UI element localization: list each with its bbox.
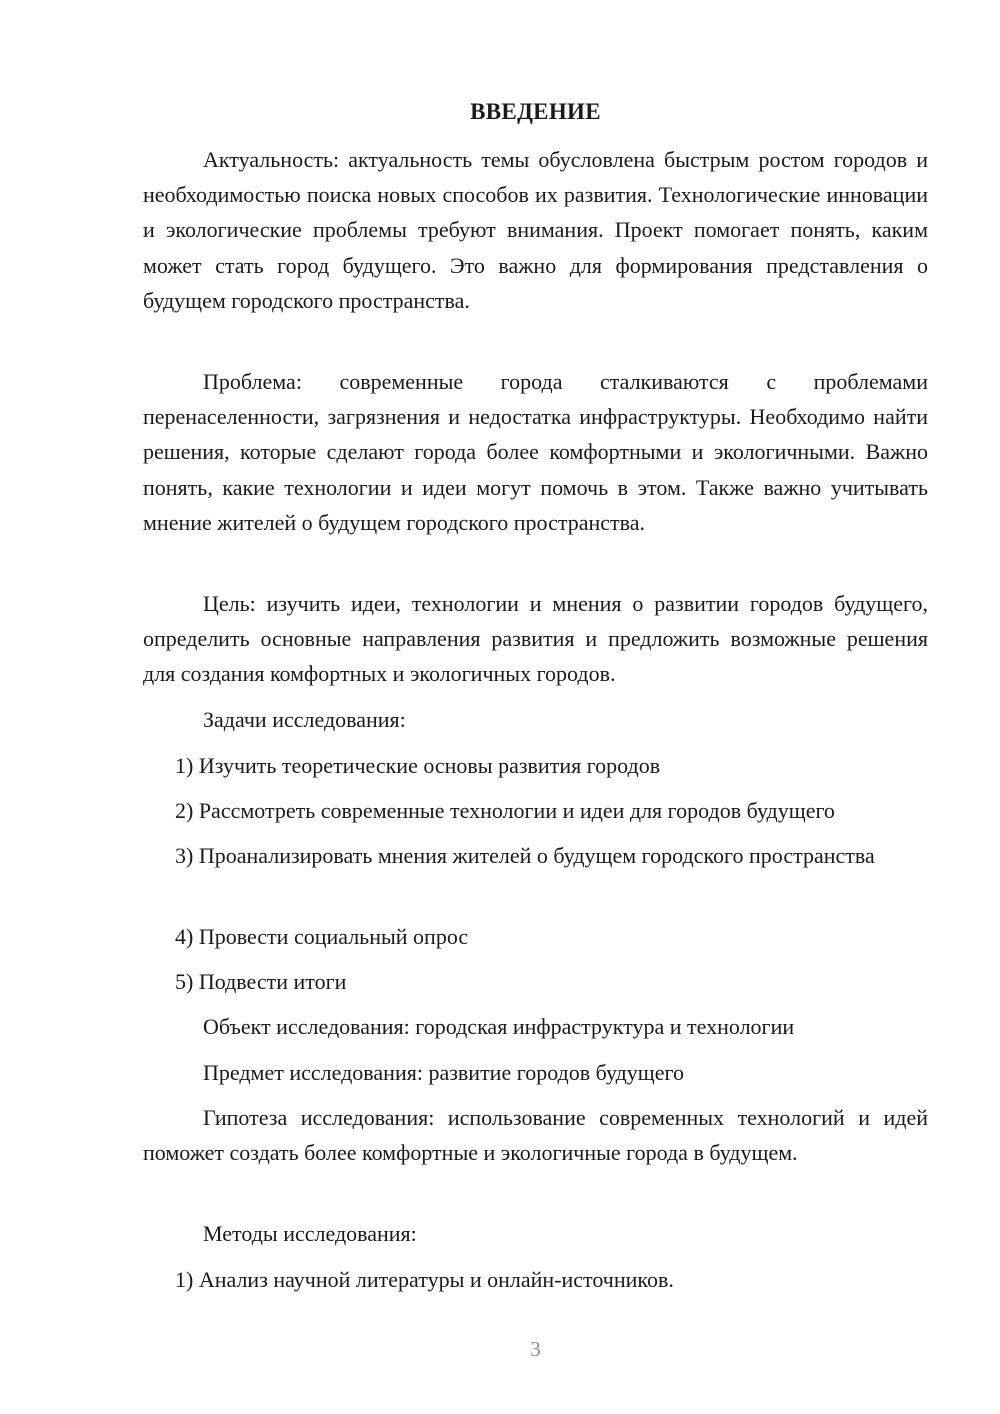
task-item: 5) Подвести итоги bbox=[175, 969, 347, 994]
research-subject: Предмет исследования: развитие городов будущего bbox=[203, 1060, 684, 1085]
research-hypothesis: Гипотеза исследования: использование современных технологий и идей поможет создать более комфортные и экологичные города в будущем. bbox=[143, 1105, 928, 1166]
task-item: 3) Проанализировать мнения жителей о будущем городского пространства bbox=[175, 843, 875, 868]
task-item: 4) Провести социальный опрос bbox=[175, 924, 469, 949]
method-item: 1) Анализ научной литературы и онлайн-источников. bbox=[175, 1267, 674, 1292]
document-page bbox=[143, 0, 928, 1414]
task-item: 2) Рассмотреть современные технологии и идеи для городов будущего bbox=[175, 798, 835, 823]
section-heading: ВВЕДЕНИЕ bbox=[470, 99, 601, 124]
paragraph-relevance: Актуальность: актуальность темы обусловлена быстрым ростом городов и необходимостью поиска новых способов их развития. Технологические инновации и экологические проблемы требуют внимания. Проект помогает понять, каким может стать город будущего. Это важно для формирования представления о будущем городского пространства. bbox=[143, 147, 928, 313]
page-number: 3 bbox=[530, 1337, 541, 1361]
research-object: Объект исследования: городская инфраструктура и технологии bbox=[203, 1014, 795, 1039]
task-item: 1) Изучить теоретические основы развития городов bbox=[175, 753, 661, 778]
paragraph-problem: Проблема: современные города сталкиваются с проблемами перенаселенности, загрязнения и недостатка инфраструктуры. Необходимо найти решения, которые сделают города более комфортными и экологичными. Важно понять, какие технологии и идеи могут помочь в этом. Также важно учитывать мнение жителей о будущем городского пространства. bbox=[143, 369, 928, 535]
tasks-title: Задачи исследования: bbox=[203, 707, 406, 732]
paragraph-goal: Цель: изучить идеи, технологии и мнения о развитии городов будущего, определить основные направления развития и предложить возможные решения для создания комфортных и экологичных городов. bbox=[143, 591, 928, 687]
methods-title: Методы исследования: bbox=[203, 1221, 417, 1246]
